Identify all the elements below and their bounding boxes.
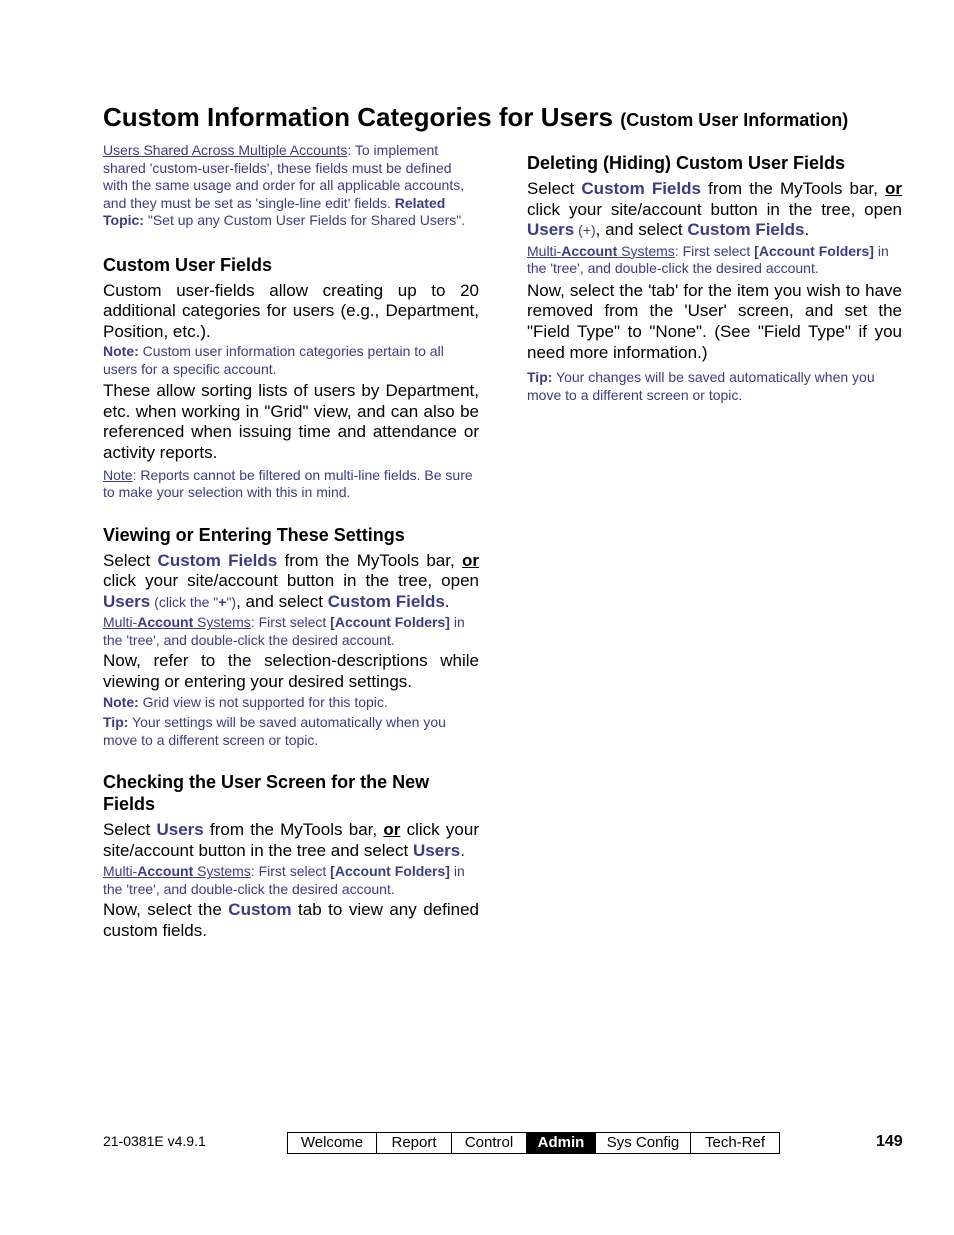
viewing-heading: Viewing or Entering These Settings: [103, 524, 405, 545]
multi-line-note: Note: Reports cannot be filtered on multi-line fields. Be sure to make your selection with this in mind.: [103, 466, 473, 501]
checking-body-2: Now, select the Custom tab to view any defined custom fields.: [103, 900, 479, 940]
custom-fields-ref-3: Custom Fields: [581, 179, 701, 198]
multi-account-link-3[interactable]: Multi-Account Systems: [527, 242, 675, 259]
tab-sys-config[interactable]: Sys Config: [596, 1133, 691, 1153]
custom-user-fields-heading: Custom User Fields: [103, 254, 273, 275]
custom-fields-ref-2: Custom Fields: [327, 591, 445, 611]
custom-fields-ref-4: Custom Fields: [687, 220, 805, 240]
grid-view-note: Note: Grid view is not supported for this topic.: [103, 693, 388, 710]
custom-user-fields-note: Note: Custom user information categories pertain to all users for a specific account.: [103, 343, 444, 377]
tab-control[interactable]: Control: [452, 1133, 527, 1153]
viewing-instructions: Select Custom Fields from the MyTools bar, or click your site/account button in the tree, open Users (click the "+"), and select Custom Fields.: [103, 550, 479, 611]
changes-tip: Tip: Your changes will be saved automatically when you move to a different screen or topic.: [527, 369, 875, 403]
page-title: Custom Information Categories for Users (Custom User Information): [103, 102, 849, 132]
users-ref-4: Users: [527, 220, 575, 240]
custom-tab-ref: Custom: [228, 900, 292, 920]
multi-account-link[interactable]: Multi-Account Systems: [103, 614, 251, 631]
users-ref-2: Users: [156, 820, 204, 840]
users-ref-3: Users: [412, 840, 461, 860]
multi-account-note: Multi-Account Systems: First select [Account Folders] in the 'tree', and double-click the desired account.: [103, 614, 465, 648]
page-subtitle: (Custom User Information): [620, 110, 849, 130]
multi-account-note-3: Multi-Account Systems: First select [Account Folders] in the 'tree', and double-click the desired account.: [527, 242, 889, 277]
settings-tip: Tip: Your settings will be saved automatically when you move to a different screen or topic.: [103, 714, 446, 748]
page-number: 149: [876, 1133, 903, 1150]
tab-tech-ref[interactable]: Tech-Ref: [704, 1134, 766, 1151]
custom-user-fields-body: Custom user-fields allow creating up to 20 additional categories for users (e.g., Department, Position, etc.).: [103, 280, 479, 341]
right-column: [527, 152, 902, 404]
note-link[interactable]: Note: [103, 466, 133, 483]
checking-heading: Checking the User Screen for the New Fields: [103, 772, 430, 815]
custom-fields-ref: Custom Fields: [157, 550, 278, 570]
document-version: 21-0381E v4.9.1: [103, 1133, 206, 1149]
checking-instructions: Select Users from the MyTools bar, or click your site/account button in the tree and select Users.: [103, 820, 479, 860]
left-column: [103, 142, 479, 942]
tab-admin[interactable]: Admin: [527, 1133, 596, 1153]
multi-account-note-2: Multi-Account Systems: First select [Account Folders] in the 'tree', and double-click the desired account.: [103, 863, 465, 897]
shared-users-link[interactable]: Users Shared Across Multiple Accounts: [103, 142, 348, 158]
section-tabs: [287, 1132, 780, 1154]
tab-report[interactable]: Report: [377, 1133, 452, 1153]
tab-welcome[interactable]: Welcome: [288, 1133, 377, 1153]
users-ref: Users: [103, 591, 151, 611]
deleting-heading: Deleting (Hiding) Custom User Fields: [527, 153, 846, 173]
shared-users-note: Users Shared Across Multiple Accounts: To implement shared 'custom-user-fields', these fields must be defined with the same usage and order for all applicable accounts, and they must be set as 'single-line edit' fields. Related Topic: "Set up any Custom User Fields for Shared Users".: [103, 142, 466, 228]
custom-user-fields-body-2: These allow sorting lists of users by Department, etc. when working in "Grid" view, and can also be referenced when issuing time and attendance or activity reports.: [103, 381, 479, 463]
deleting-body-2: Now, select the 'tab' for the item you wish to have removed from the 'User' screen, and set the "Field Type" to "None". (See "Field Type" if you need more information.): [527, 280, 902, 362]
multi-account-link-2[interactable]: Multi-Account Systems: [103, 863, 251, 880]
deleting-instructions: Select Custom Fields from the MyTools bar, or click your site/account button in the tree, open Users (+), and select Custom Fields.: [527, 179, 903, 240]
viewing-body-2: Now, refer to the selection-descriptions while viewing or entering your desired settings.: [103, 651, 479, 692]
